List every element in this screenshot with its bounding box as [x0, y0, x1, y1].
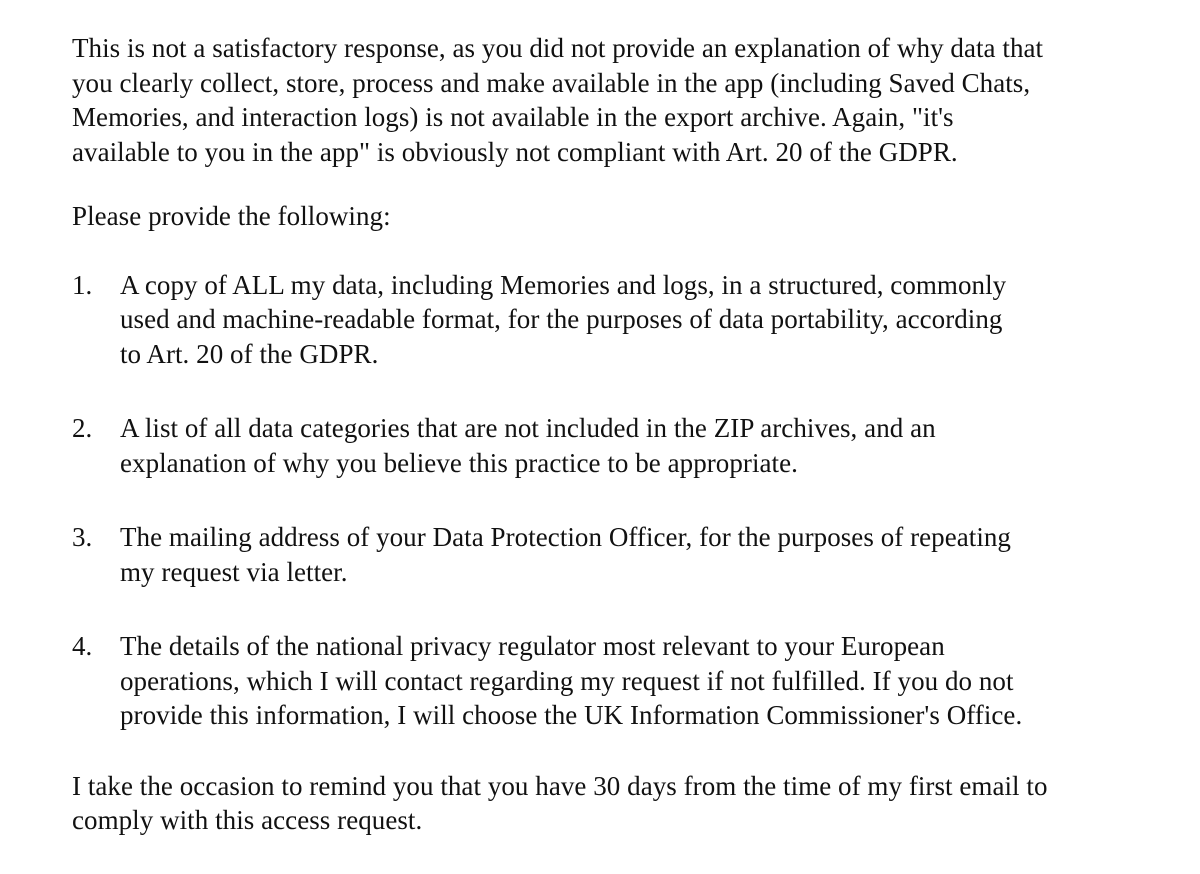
- request-list: [72, 268, 1172, 733]
- text-line: used and machine-readable format, for the purposes of data portability, according: [120, 304, 1003, 334]
- text-line: A list of all data categories that are not included in the ZIP archives, and an: [120, 413, 936, 443]
- text-line: The details of the national privacy regulator most relevant to your European: [120, 631, 945, 661]
- text-line: operations, which I will contact regarding my request if not fulfilled. If you do not: [120, 665, 1014, 696]
- text-line: This is not a satisfactory response, as you did not provide an explanation of why data that: [72, 33, 1044, 63]
- text-line: available to you in the app" is obviously not compliant with Art. 20 of the GDPR.: [72, 136, 958, 167]
- letter-body: [72, 31, 1172, 838]
- intro-paragraph: [72, 31, 1172, 169]
- text-line: comply with this access request.: [72, 805, 423, 835]
- closing-paragraph: [72, 769, 1172, 838]
- text-line: The mailing address of your Data Protection Officer, for the purposes of repeating: [120, 522, 1011, 552]
- text-line: to Art. 20 of the GDPR.: [120, 338, 379, 369]
- list-number: 1.: [72, 269, 93, 300]
- request-item-4: [72, 629, 1172, 733]
- list-number: 2.: [72, 413, 93, 443]
- text-line: you clearly collect, store, process and make available in the app (including Saved Chats,: [72, 67, 1031, 98]
- list-number: 4.: [72, 631, 93, 661]
- request-item-3: [72, 520, 1172, 589]
- text-line: my request via letter.: [120, 556, 348, 587]
- request-heading: Please provide the following:: [72, 201, 391, 231]
- list-number: 3.: [72, 522, 93, 552]
- request-item-1: [72, 268, 1172, 372]
- request-item-2: [72, 411, 1172, 480]
- text-line: A copy of ALL my data, including Memories and logs, in a structured, commonly: [120, 269, 1007, 300]
- text-line: Memories, and interaction logs) is not available in the export archive. Again, "it's: [72, 102, 954, 132]
- text-line: I take the occasion to remind you that you have 30 days from the time of my first email to: [72, 770, 1048, 801]
- text-line: provide this information, I will choose the UK Information Commissioner's Office.: [120, 700, 1023, 730]
- text-line: explanation of why you believe this practice to be appropriate.: [120, 447, 798, 478]
